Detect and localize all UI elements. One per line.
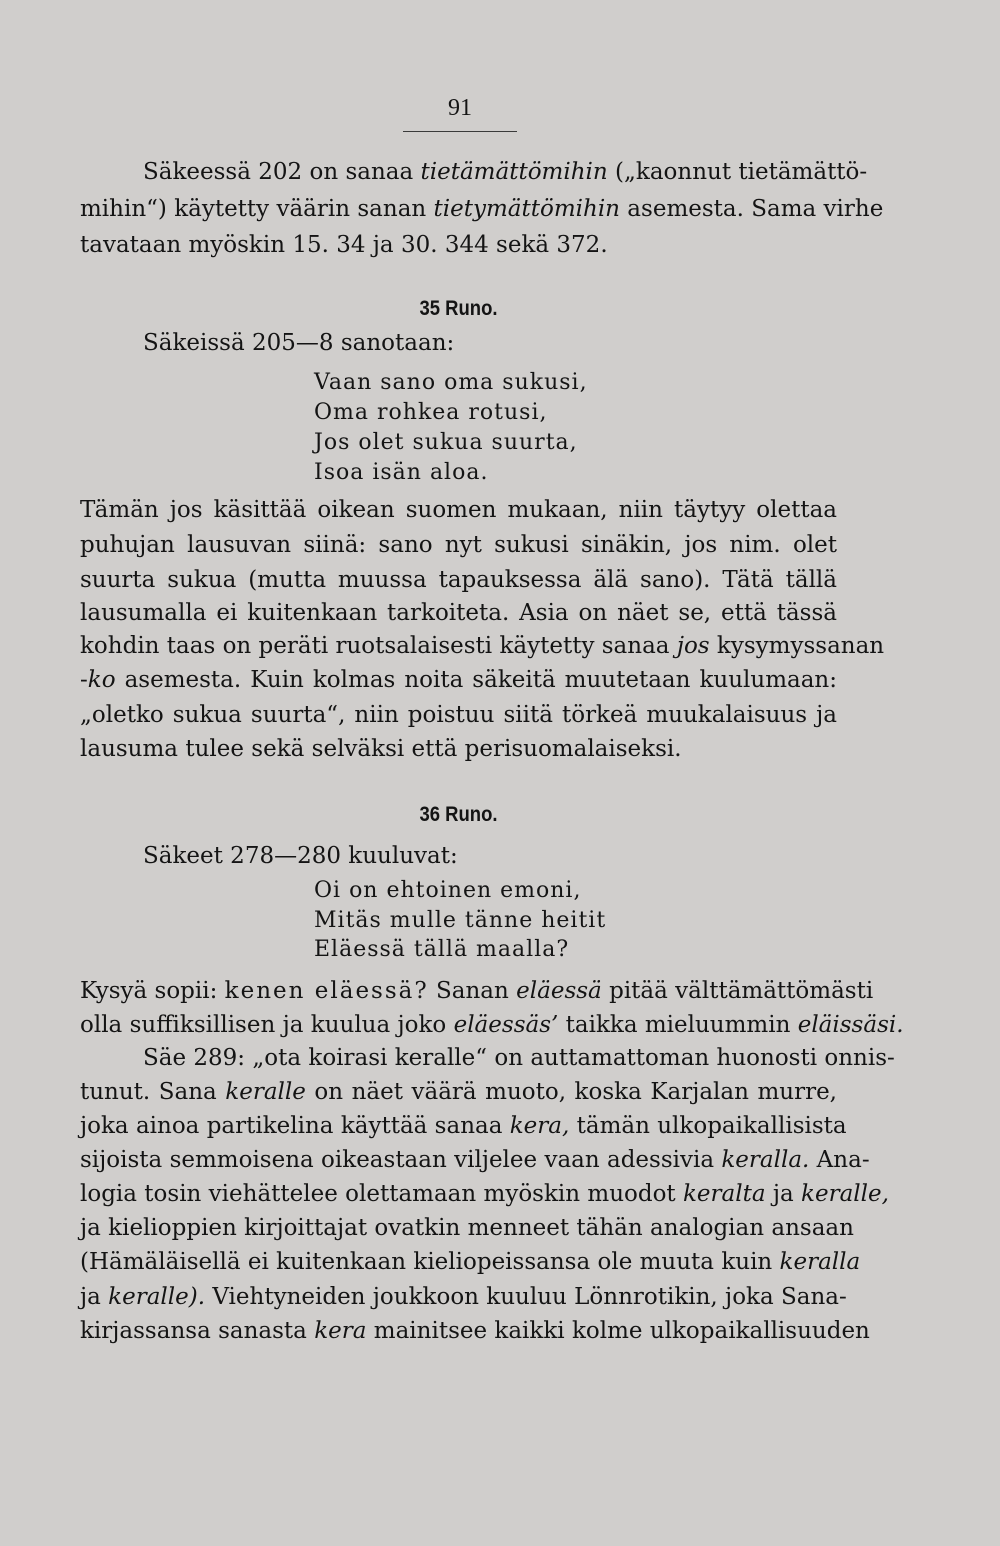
text-line: ja kielioppien kirjoittajat ovatkin menneet tähän analogian ansaan (80, 1215, 854, 1241)
text-line: Säkeessä 202 on sanaa tietämättömihin („kaonnut tietämättö- (143, 159, 868, 185)
text-line: kirjassansa sanasta kera mainitsee kaikki kolme ulkopaikallisuuden (80, 1318, 870, 1344)
verse-line: Eläessä tällä maalla? (314, 937, 570, 962)
text-line: Kysyä sopii: kenen eläessä? Sanan eläessä pitää välttämättömästi (80, 978, 874, 1004)
text-line: lausumalla ei kuitenkaan tarkoiteta. Asia on näet se, että tässä (80, 600, 837, 626)
text-line: Tämän jos käsittää oikean suomen mukaan, niin täytyy olettaa (80, 497, 837, 523)
text-line: mihin“) käytetty väärin sanan tietymättömihin asemesta. Sama virhe (80, 196, 884, 222)
text-line: -ko asemesta. Kuin kolmas noita säkeitä muutetaan kuulumaan: (80, 667, 837, 693)
verse-line: Mitäs mulle tänne heitit (314, 908, 607, 933)
header-rule (403, 131, 517, 132)
verse-line: Vaan sano oma sukusi, (314, 370, 588, 395)
verse-line: Isoa isän aloa. (314, 460, 489, 485)
verse-line: Oi on ehtoinen emoni, (314, 878, 582, 903)
verse-line: Jos olet sukua suurta, (314, 430, 578, 455)
page-number: 91 (448, 95, 472, 121)
text-line: ja keralle). Viehtyneiden joukkoon kuuluu Lönnrotikin, joka Sana- (80, 1284, 847, 1310)
text-line: sijoista semmoisena oikeastaan viljelee vaan adessivia keralla. Ana- (80, 1147, 870, 1173)
section-heading: 36 Runo. (419, 803, 498, 826)
text-line: kohdin taas on peräti ruotsalaisesti käytetty sanaa jos kysymyssanan (80, 633, 885, 659)
text-line: puhujan lausuvan siinä: sano nyt sukusi sinäkin, jos nim. olet (80, 532, 837, 558)
text-line: tavataan myöskin 15. 34 ja 30. 344 sekä 372. (80, 232, 608, 258)
text-line: Säkeet 278—280 kuuluvat: (143, 843, 458, 869)
text-line: Säkeissä 205—8 sanotaan: (143, 330, 455, 356)
text-line: suurta sukua (mutta muussa tapauksessa älä sano). Tätä tällä (80, 567, 837, 593)
text-line: lausuma tulee sekä selväksi että perisuomalaiseksi. (80, 736, 682, 762)
text-line: (Hämäläisellä ei kuitenkaan kieliopeissansa ole muuta kuin keralla (80, 1249, 861, 1275)
text-line: „oletko sukua suurta“, niin poistuu siitä törkeä muukalaisuus ja (80, 702, 837, 728)
text-line: logia tosin viehättelee olettamaan myöskin muodot keralta ja keralle, (80, 1181, 889, 1207)
section-heading: 35 Runo. (419, 297, 498, 320)
verse-line: Oma rohkea rotusi, (314, 400, 548, 425)
text-line: Säe 289: „ota koirasi keralle“ on auttamattoman huonosti onnis- (143, 1045, 895, 1071)
text-line: tunut. Sana keralle on näet väärä muoto, koska Karjalan murre, (80, 1079, 837, 1105)
text-line: olla suffiksillisen ja kuulua joko eläessäs’ taikka mieluummin eläissäsi. (80, 1012, 904, 1038)
text-line: joka ainoa partikelina käyttää sanaa kera, tämän ulkopaikallisista (80, 1113, 847, 1139)
